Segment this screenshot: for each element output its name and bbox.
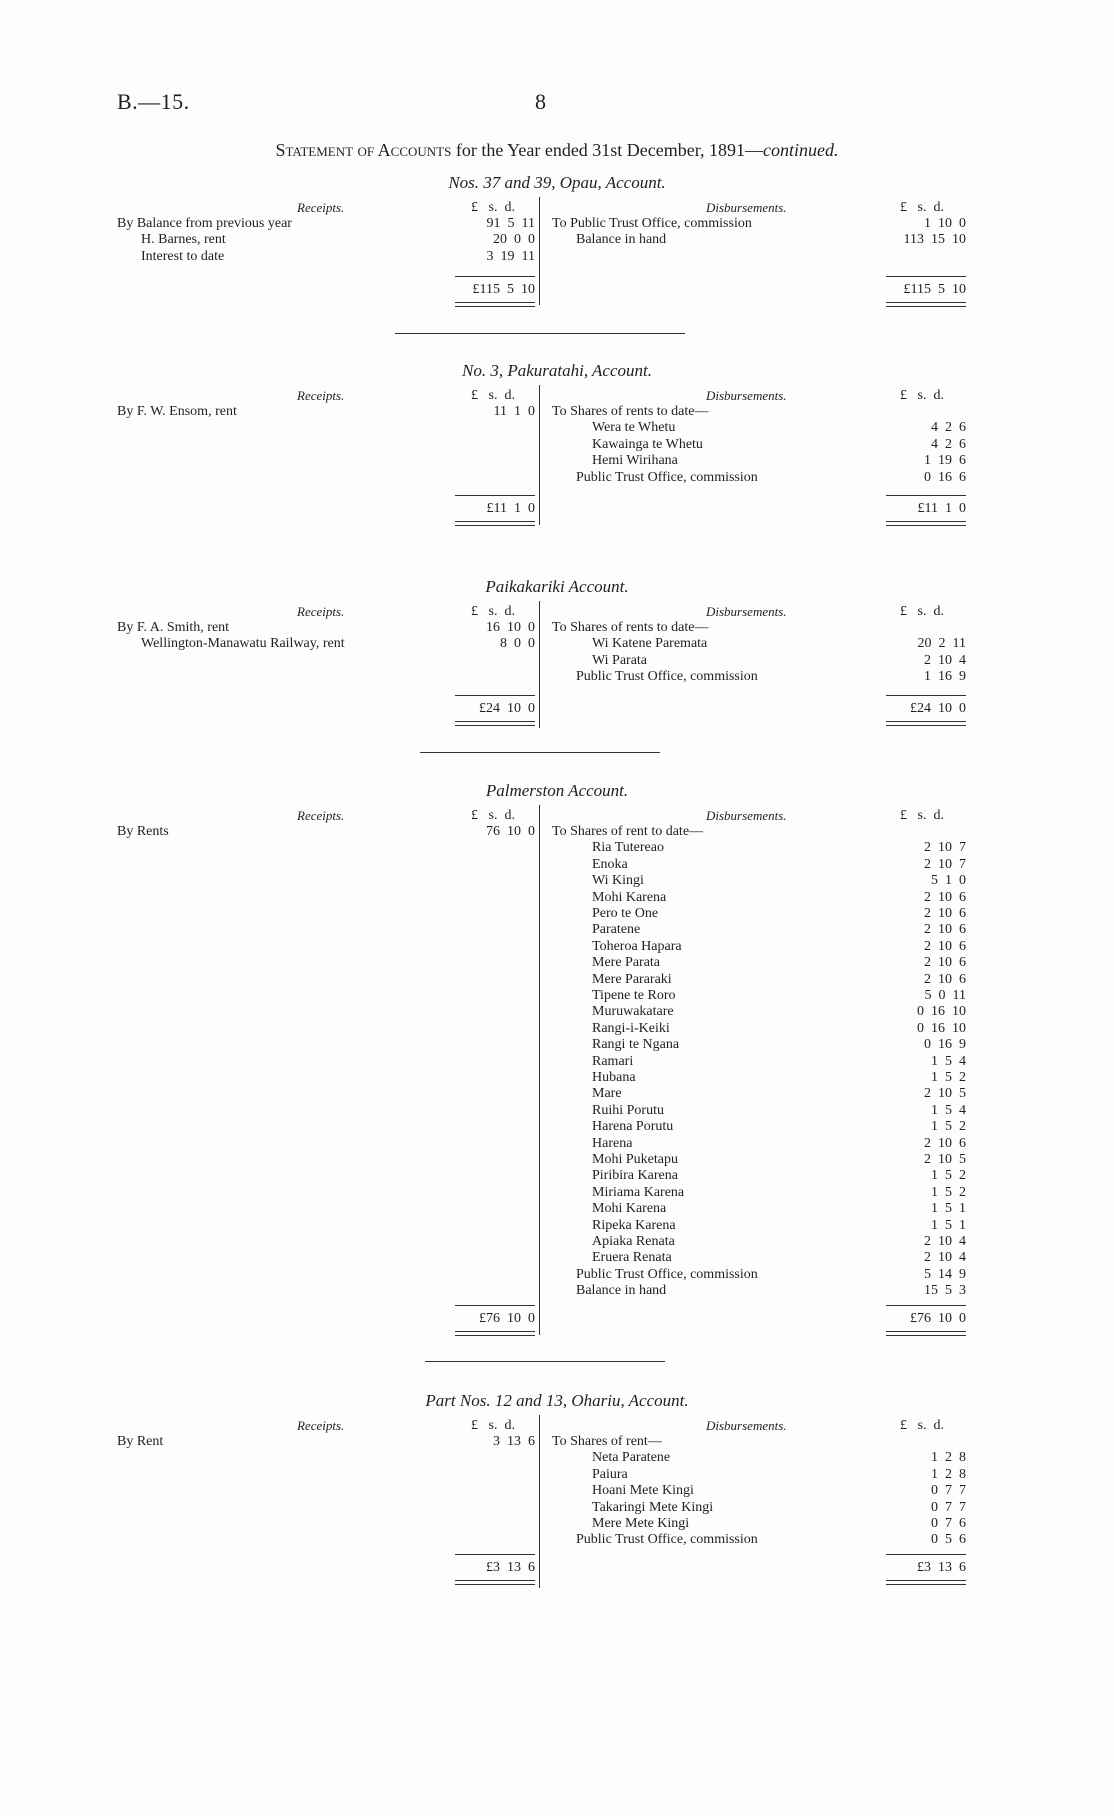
disbursement-amount: 1 16 9: [924, 669, 966, 685]
disbursement-label: Paratene: [592, 922, 641, 938]
receipt-amount: 76 10 0: [486, 824, 535, 839]
disbursement-amount: 1 5 1: [931, 1201, 966, 1217]
disbursement-label: Mere Parata: [592, 955, 661, 971]
disbursement-label: Eruera Renata: [592, 1250, 672, 1266]
disbursement-label: Neta Paratene: [592, 1450, 671, 1466]
receipt-label: By Rent: [117, 1434, 164, 1449]
column-divider: [539, 805, 540, 1335]
disbursement-label: To Shares of rent to date—: [552, 824, 704, 839]
disbursements-total-underline: [886, 721, 966, 726]
section-separator: [425, 1361, 665, 1362]
disbursement-label: Public Trust Office, commission: [576, 669, 758, 685]
disbursements-heading: Disbursements.: [706, 604, 787, 619]
disbursement-label: Mere Pararaki: [592, 971, 672, 987]
title-prefix: Statement of Accounts: [275, 140, 452, 160]
disbursement-amount: 1 10 0: [924, 216, 966, 231]
disbursements-total-rule: [886, 1554, 966, 1555]
receipts-total-underline: [455, 521, 535, 526]
disbursements-total-rule: [886, 695, 966, 696]
disbursement-label: Public Trust Office, commission: [576, 1266, 758, 1282]
document-code: B.—15.: [117, 89, 190, 114]
disbursements-total: £115 5 10: [903, 282, 966, 297]
disbursements-total-underline: [886, 1580, 966, 1585]
disbursements-lsd-heading: £ s. d.: [900, 200, 944, 215]
disbursement-amount: 4 2 6: [931, 436, 966, 452]
disbursement-amount: 20 2 11: [917, 636, 966, 652]
disbursements-lsd-heading: £ s. d.: [900, 1418, 944, 1433]
disbursement-label: To Shares of rents to date—: [552, 620, 709, 635]
receipt-label: By Rents: [117, 824, 169, 839]
receipts-total-underline: [455, 302, 535, 307]
disbursement-amount: 2 10 7: [924, 856, 966, 872]
disbursement-amount: 5 14 9: [924, 1266, 966, 1282]
disbursement-amount: 0 16 10: [917, 1020, 966, 1036]
receipts-total-rule: [455, 276, 535, 277]
disbursement-label: Miriama Karena: [592, 1184, 685, 1200]
disbursements-total: £24 10 0: [910, 701, 966, 716]
receipt-label: By F. W. Ensom, rent: [117, 404, 237, 419]
column-divider: [539, 197, 540, 305]
disbursement-label: Wi Katene Paremata: [592, 636, 708, 652]
disbursement-amount: 4 2 6: [931, 420, 966, 436]
receipts-lsd-heading: £ s. d.: [471, 388, 515, 403]
disbursements-total-rule: [886, 1305, 966, 1306]
disbursement-amount: 5 0 11: [924, 988, 966, 1003]
disbursement-label: Wi Parata: [592, 652, 648, 668]
disbursement-label: Toheroa Hapara: [592, 938, 682, 954]
disbursements-total-underline: [886, 521, 966, 526]
disbursement-label: Mohi Karena: [592, 1201, 667, 1217]
disbursement-label: Harena Porutu: [592, 1119, 674, 1135]
disbursement-amount: 2 10 6: [924, 922, 966, 938]
disbursement-amount: 1 5 2: [931, 1070, 966, 1085]
disbursement-label: Wi Kingi: [592, 873, 644, 889]
account-title: Palmerston Account.: [485, 781, 629, 800]
receipts-total: £24 10 0: [479, 701, 535, 716]
disbursements-heading: Disbursements.: [706, 388, 787, 403]
disbursement-amount: 2 10 6: [924, 1135, 966, 1151]
account-title: Part Nos. 12 and 13, Ohariu, Account.: [425, 1391, 689, 1410]
disbursement-label: Mere Mete Kingi: [592, 1516, 690, 1531]
disbursement-amount: 1 5 2: [931, 1119, 966, 1135]
disbursement-amount: 1 2 8: [931, 1450, 966, 1466]
disbursement-amount: 1 5 1: [931, 1217, 966, 1233]
column-divider: [539, 601, 540, 728]
receipts-total-underline: [455, 1331, 535, 1336]
disbursement-amount: 2 10 4: [924, 652, 966, 668]
receipts-total: £3 13 6: [486, 1560, 535, 1575]
disbursement-label: Hemi Wirihana: [592, 453, 678, 469]
page-number: 8: [535, 89, 546, 114]
receipt-label: Wellington-Manawatu Railway, rent: [141, 636, 345, 652]
receipt-amount: 3 19 11: [486, 248, 535, 264]
disbursement-label: Mare: [592, 1086, 622, 1102]
disbursement-label: To Shares of rent—: [552, 1434, 662, 1449]
disbursement-amount: 2 10 5: [924, 1086, 966, 1102]
receipts-total-rule: [455, 695, 535, 696]
disbursement-label: Balance in hand: [576, 1283, 667, 1299]
receipt-label: By Balance from previous year: [117, 216, 292, 231]
disbursement-amount: 1 2 8: [931, 1466, 966, 1482]
receipts-heading: Receipts.: [297, 1418, 345, 1433]
disbursements-heading: Disbursements.: [706, 808, 787, 823]
disbursement-label: Wera te Whetu: [592, 420, 676, 436]
disbursement-amount: 113 15 10: [903, 232, 966, 248]
disbursements-lsd-heading: £ s. d.: [900, 808, 944, 823]
receipt-label: H. Barnes, rent: [141, 232, 226, 248]
receipt-amount: 20 0 0: [493, 232, 535, 248]
section-separator: [420, 752, 660, 753]
disbursement-label: Hubana: [592, 1070, 636, 1085]
disbursement-label: Mohi Puketapu: [592, 1152, 678, 1167]
statement-title: [0, 142, 1114, 158]
disbursement-label: Ruihi Porutu: [592, 1102, 664, 1118]
disbursement-label: Rangi-i-Keiki: [592, 1020, 670, 1036]
receipt-amount: 3 13 6: [493, 1434, 535, 1449]
account-title: Nos. 37 and 39, Opau, Account.: [448, 173, 666, 192]
column-divider: [539, 385, 540, 525]
disbursements-total-rule: [886, 495, 966, 496]
disbursement-amount: 0 7 6: [931, 1516, 966, 1531]
title-middle: for the Year ended 31st December, 1891—: [451, 140, 764, 160]
disbursement-label: To Public Trust Office, commission: [552, 216, 752, 231]
receipts-lsd-heading: £ s. d.: [471, 1418, 515, 1433]
column-divider: [539, 1415, 540, 1588]
disbursement-amount: 2 10 4: [924, 1250, 966, 1266]
disbursements-total-underline: [886, 302, 966, 307]
disbursement-amount: 2 10 6: [924, 955, 966, 971]
receipt-label: By F. A. Smith, rent: [117, 620, 230, 635]
disbursement-amount: 1 5 4: [931, 1102, 966, 1118]
receipt-amount: 91 5 11: [486, 216, 535, 231]
disbursement-amount: 1 5 4: [931, 1053, 966, 1069]
disbursement-label: Mohi Karena: [592, 889, 667, 905]
receipts-heading: Receipts.: [297, 200, 345, 215]
account-title: Paikakariki Account.: [485, 577, 629, 596]
receipts-total-underline: [455, 721, 535, 726]
disbursement-label: To Shares of rents to date—: [552, 404, 709, 419]
disbursement-amount: 1 19 6: [924, 453, 966, 469]
disbursement-label: Muruwakatare: [592, 1004, 674, 1020]
disbursements-total: £11 1 0: [917, 501, 966, 516]
disbursement-label: Harena: [592, 1135, 633, 1151]
receipts-lsd-heading: £ s. d.: [471, 808, 515, 823]
receipt-amount: 8 0 0: [500, 636, 535, 652]
disbursements-lsd-heading: £ s. d.: [900, 388, 944, 403]
disbursement-amount: 1 5 2: [931, 1168, 966, 1184]
disbursement-label: Public Trust Office, commission: [576, 469, 758, 485]
receipts-total: £115 5 10: [472, 282, 535, 297]
disbursement-amount: 2 10 5: [924, 1152, 966, 1167]
disbursement-amount: 2 10 6: [924, 889, 966, 905]
disbursement-amount: 2 10 6: [924, 971, 966, 987]
disbursement-label: Piribira Karena: [592, 1168, 678, 1184]
disbursement-amount: 2 10 6: [924, 906, 966, 921]
receipts-total-rule: [455, 1305, 535, 1306]
disbursements-total: £3 13 6: [917, 1560, 966, 1575]
disbursements-heading: Disbursements.: [706, 1418, 787, 1433]
receipt-amount: 11 1 0: [493, 404, 535, 419]
receipts-heading: Receipts.: [297, 808, 345, 823]
disbursement-label: Apiaka Renata: [592, 1234, 675, 1249]
disbursement-label: Takaringi Mete Kingi: [592, 1499, 714, 1515]
receipts-lsd-heading: £ s. d.: [471, 200, 515, 215]
disbursement-amount: 1 5 2: [931, 1184, 966, 1200]
receipts-total-rule: [455, 495, 535, 496]
receipts-total: £76 10 0: [479, 1311, 535, 1326]
receipts-total: £11 1 0: [486, 501, 535, 516]
receipts-heading: Receipts.: [297, 388, 345, 403]
disbursement-amount: 2 10 7: [924, 840, 966, 856]
disbursement-amount: 0 16 10: [917, 1004, 966, 1020]
account-title: No. 3, Pakuratahi, Account.: [462, 361, 652, 380]
disbursement-label: Rangi te Ngana: [592, 1037, 680, 1053]
receipt-amount: 16 10 0: [486, 620, 535, 635]
receipts-total-rule: [455, 1554, 535, 1555]
section-separator: [395, 333, 685, 334]
disbursement-label: Kawainga te Whetu: [592, 436, 703, 452]
disbursement-amount: 0 7 7: [931, 1499, 966, 1515]
disbursement-label: Ria Tutereao: [592, 840, 664, 856]
disbursement-label: Ramari: [592, 1053, 634, 1069]
disbursement-label: Ripeka Karena: [592, 1217, 676, 1233]
disbursement-amount: 0 16 9: [924, 1037, 966, 1053]
disbursement-amount: 0 5 6: [931, 1532, 966, 1548]
disbursement-label: Paiura: [592, 1466, 628, 1482]
disbursement-label: Enoka: [592, 856, 628, 872]
disbursement-label: Public Trust Office, commission: [576, 1532, 758, 1548]
disbursement-amount: 2 10 6: [924, 938, 966, 954]
title-suffix: continued.: [763, 140, 839, 160]
receipts-total-underline: [455, 1580, 535, 1585]
receipts-heading: Receipts.: [297, 604, 345, 619]
receipts-lsd-heading: £ s. d.: [471, 604, 515, 619]
disbursement-amount: 5 1 0: [931, 873, 966, 889]
disbursement-label: Tipene te Roro: [592, 988, 676, 1003]
disbursement-label: Hoani Mete Kingi: [592, 1483, 694, 1499]
disbursement-amount: 15 5 3: [924, 1283, 966, 1299]
disbursement-label: Pero te One: [592, 906, 659, 921]
disbursement-amount: 0 16 6: [924, 469, 966, 485]
disbursements-total-rule: [886, 276, 966, 277]
disbursements-lsd-heading: £ s. d.: [900, 604, 944, 619]
disbursements-heading: Disbursements.: [706, 200, 787, 215]
disbursement-amount: 0 7 7: [931, 1483, 966, 1499]
receipt-label: Interest to date: [141, 248, 225, 264]
disbursement-label: Balance in hand: [576, 232, 667, 248]
disbursement-amount: 2 10 4: [924, 1234, 966, 1249]
disbursements-total-underline: [886, 1331, 966, 1336]
disbursements-total: £76 10 0: [910, 1311, 966, 1326]
